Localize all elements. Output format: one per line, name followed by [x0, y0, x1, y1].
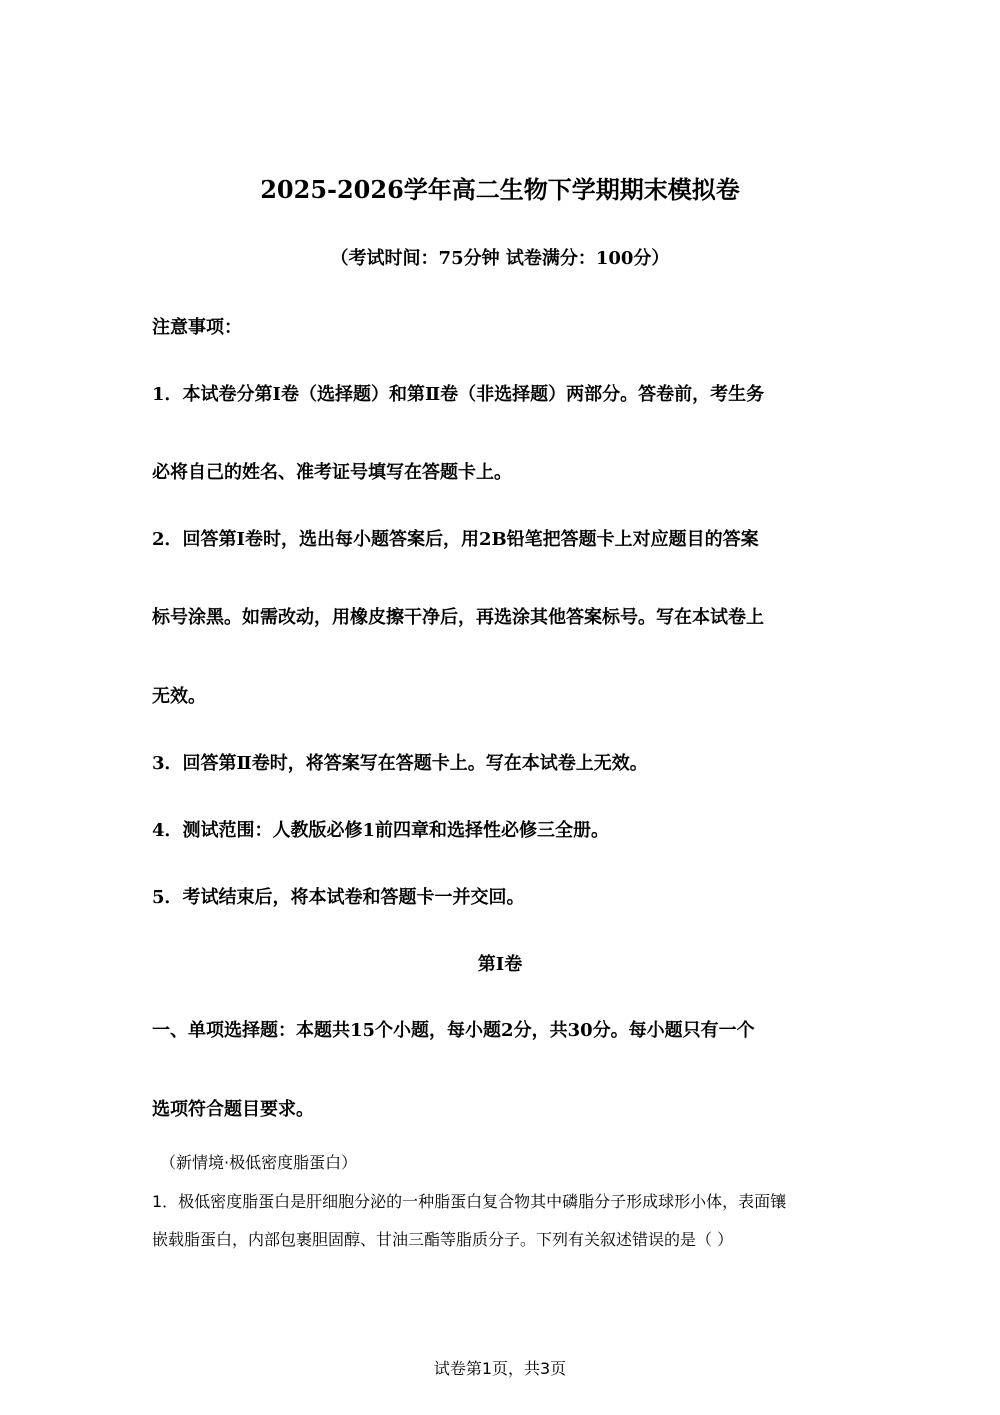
notice-line: 3．回答第Ⅱ卷时，将答案写在答题卡上。写在本试卷上无效。 [152, 753, 648, 774]
notice-line: 4．测试范围：人教版必修1前四章和选择性必修三全册。 [152, 820, 610, 841]
notice-line: 1．本试卷分第Ⅰ卷（选择题）和第Ⅱ卷（非选择题）两部分。答卷前，考生务 [152, 384, 765, 405]
notice-heading: 注意事项： [152, 317, 242, 338]
volume-heading: 第Ⅰ卷 [477, 954, 523, 975]
notice-line: 无效。 [152, 686, 206, 707]
notice-line: 5．考试结束后，将本试卷和答题卡一并交回。 [152, 887, 525, 908]
section-heading-line: 一、单项选择题：本题共15个小题，每小题2分，共30分。每小题只有一个 [152, 1020, 755, 1041]
section-heading-line: 选项符合题目要求。 [152, 1099, 314, 1120]
exam-title: 2025-2026学年高二生物下学期期末模拟卷 [260, 175, 740, 204]
question-stem-line: 嵌载脂蛋白，内部包裹胆固醇、甘油三酯等脂质分子。下列有关叙述错误的是（ ） [152, 1230, 734, 1249]
question-stem-line: 1．极低密度脂蛋白是肝细胞分泌的一种脂蛋白复合物其中磷脂分子形成球形小体，表面镶 [152, 1192, 787, 1211]
question-context: （新情境·极低密度脂蛋白） [160, 1153, 358, 1172]
notice-line: 必将自己的姓名、准考证号填写在答题卡上。 [152, 462, 512, 483]
page-footer: 试卷第1页，共3页 [433, 1359, 567, 1378]
notice-line: 2．回答第Ⅰ卷时，选出每小题答案后，用2B铅笔把答题卡上对应题目的答案 [152, 529, 759, 550]
exam-subtitle: （考试时间：75分钟 试卷满分：100分） [330, 248, 670, 269]
notice-line: 标号涂黑。如需改动，用橡皮擦干净后，再选涂其他答案标号。写在本试卷上 [152, 607, 764, 628]
